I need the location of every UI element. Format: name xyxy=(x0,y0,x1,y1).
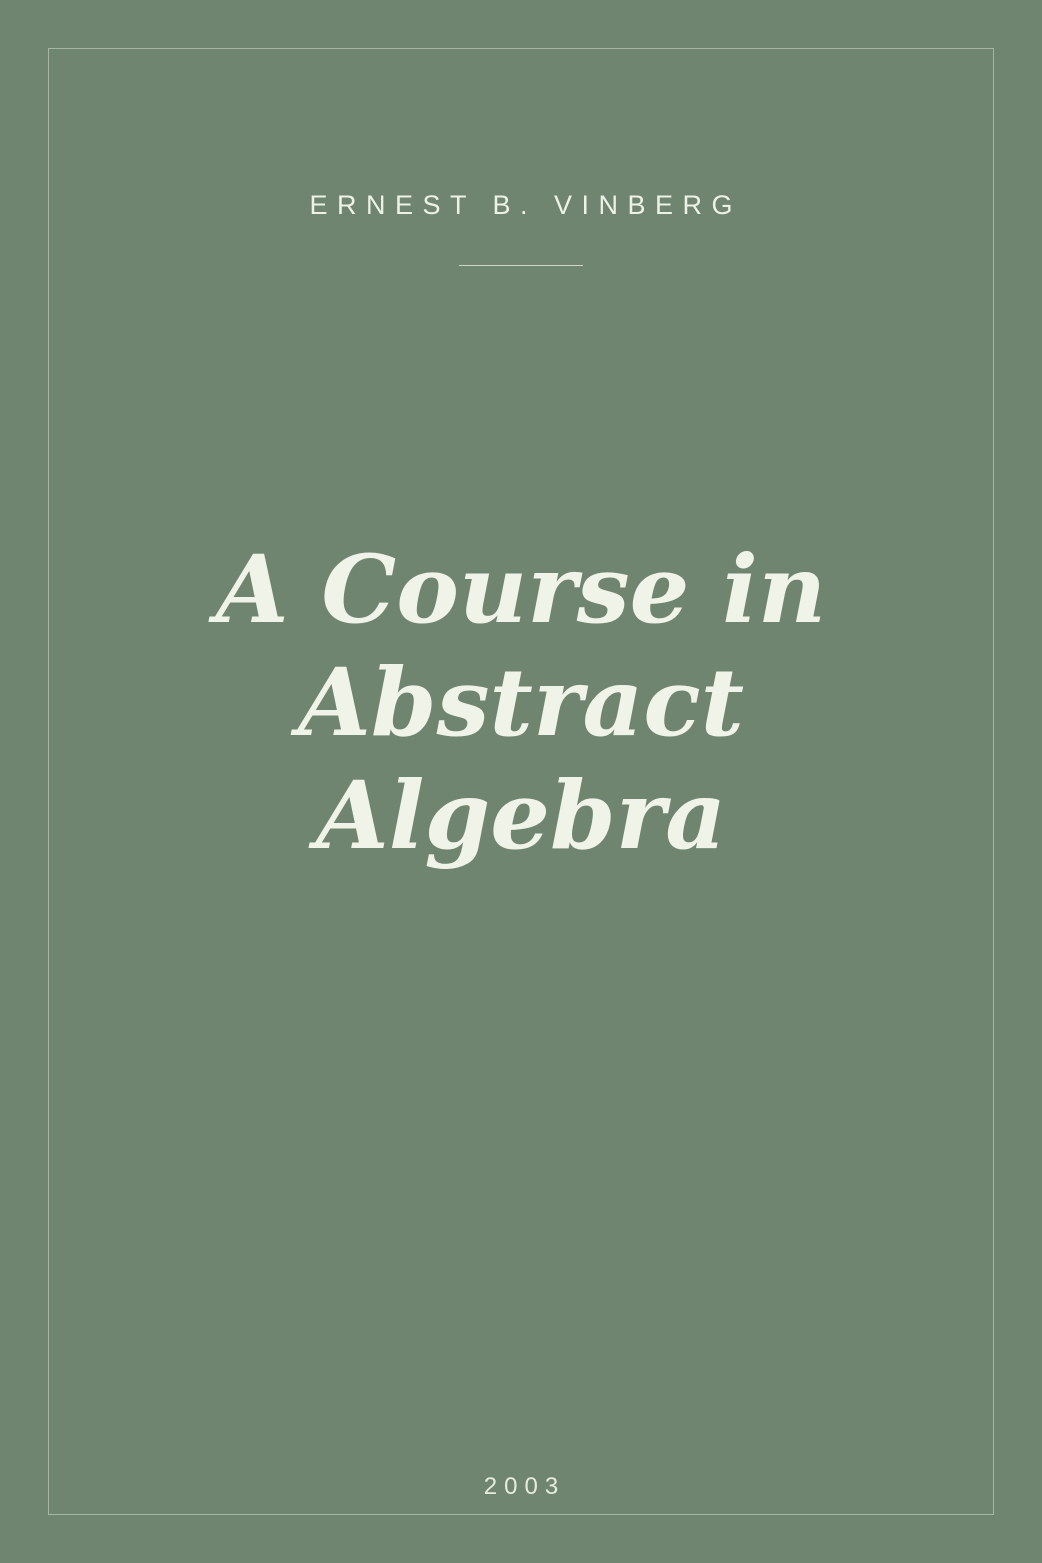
author-name: ERNEST B. VINBERG xyxy=(309,190,743,220)
divider-rule xyxy=(459,265,583,266)
publication-year: 2003 xyxy=(483,1473,566,1500)
book-title: A Course in Abstract Algebra xyxy=(215,535,827,871)
cover-content xyxy=(48,48,994,1515)
